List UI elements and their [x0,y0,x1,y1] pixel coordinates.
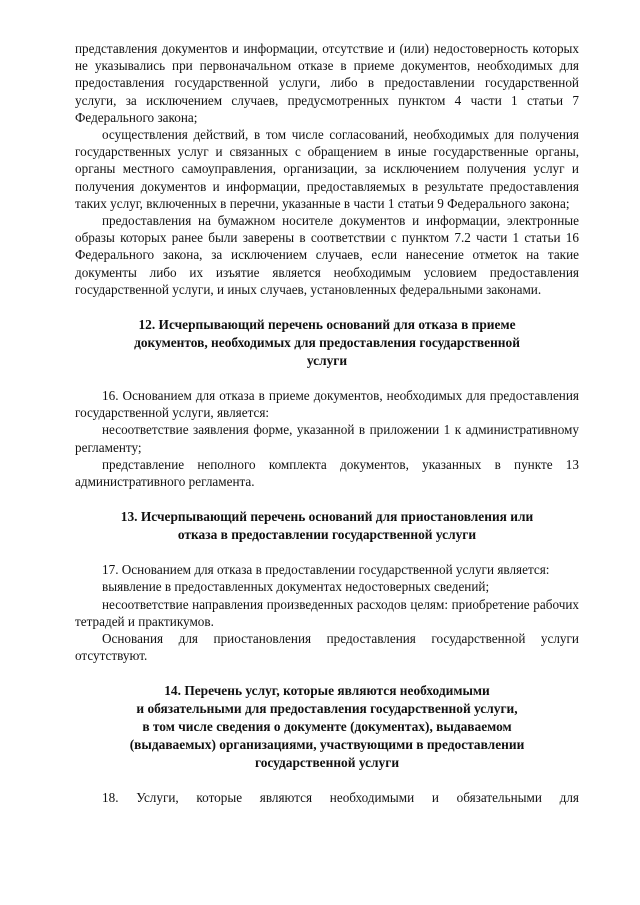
section-13-paragraph: выявление в предоставленных документах недостоверных сведений; [102,579,490,595]
intro-paragraph-2: осуществления действий, в том числе согласований, необходимых для получения государственных услуг и связанных с обращением в иные государственные органы, органы местного самоуправления, организации, за исключением получения услуг и получения документов и информации, предоставляемых в результате предоставления таких услуг, включенных в перечни, указанные в части 1 статьи 9 Федерального закона; [75,127,579,211]
section-14-heading-line: в том числе сведения о документе (документах), выдаваемом [142,719,512,735]
section-13-heading-line: отказа в предоставлении государственной услуги [177,527,477,543]
document-page [75,40,579,807]
section-14-heading-line: 14. Перечень услуг, которые являются необходимыми [164,683,490,699]
section-12-paragraph: 16. Основанием для отказа в приеме документов, необходимых для предоставления государственной услуги, является: [75,388,579,421]
section-12-paragraph: представление неполного комплекта документов, указанных в пункте 13 административного регламента. [75,456,579,490]
section-14-paragraph: 18. Услуги, которые являются необходимыми и обязательными для [102,790,579,806]
section-13-heading-line: 13. Исчерпывающий перечень оснований для приостановления или [120,509,534,525]
section-14-heading-line: (выдаваемых) организациями, участвующими в предоставлении [129,737,525,753]
section-13-paragraph: 17. Основанием для отказа в предоставлении государственной услуги является: [102,562,550,578]
section-12-heading [75,316,579,370]
section-13-heading [75,508,579,544]
section-12-heading-line: документов, необходимых для предоставления государственной [134,335,520,351]
section-12-heading-line: услуги [306,353,348,369]
section-13-paragraph: Основания для приостановления предоставления государственной услуги отсутствуют. [75,631,579,664]
section-12-paragraph: несоответствие заявления форме, указанной в приложении 1 к административному регламенту; [75,422,579,455]
section-12-heading-line: 12. Исчерпывающий перечень оснований для отказа в приеме [138,317,516,333]
intro-paragraph-3: предоставления на бумажном носителе документов и информации, электронные образы которых ранее были заверены в соответствии с пунктом 7.2 части 1 статьи 16 Федерального закона, за исключением случаев, если нанесение отметок на такие документы либо их изъятие является необходимым условием предоставления государственной услуги, и иных случаев, установленных федеральными законами. [75,213,579,297]
section-14-heading [75,682,579,772]
intro-paragraph-1: представления документов и информации, отсутствие и (или) недостоверность которых не указывались при первоначальном отказе в приеме документов, необходимых для предоставления государственной услуги, либо в предоставлении государственной услуги, за исключением случаев, предусмотренных пунктом 4 части 1 статьи 7 Федерального закона; [75,41,579,125]
section-14-heading-line: и обязательными для предоставления государственной услуги, [136,701,518,717]
section-14-heading-line: государственной услуги [254,755,400,771]
section-13-paragraph: несоответствие направления произведенных расходов целям: приобретение рабочих тетрадей и практикумов. [75,596,579,629]
